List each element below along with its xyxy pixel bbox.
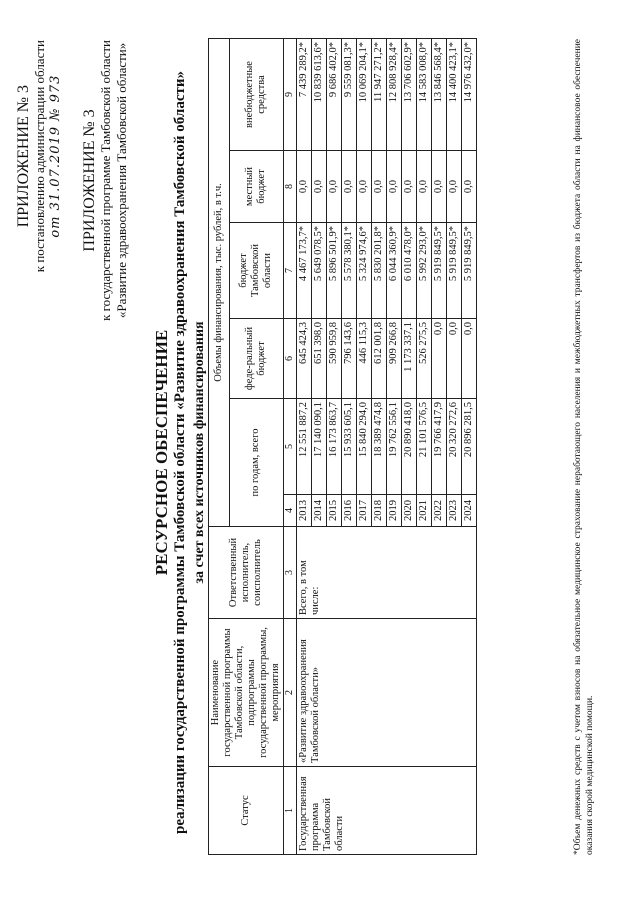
local-cell: 0,0	[297, 151, 312, 223]
header-status: Статус	[209, 767, 284, 855]
executor-cell: Всего, в том числе:	[297, 527, 477, 619]
year-cell: 2018	[372, 495, 387, 527]
header-local: местный бюджет	[229, 151, 283, 223]
regional-cell: 5 578 380,1*	[342, 223, 357, 319]
extra-cell: 14 583 008,0*	[417, 38, 432, 150]
regional-cell: 5 919 849,5*	[462, 223, 477, 319]
extra-cell: 13 706 602,9*	[402, 38, 417, 150]
total-cell: 20 320 272,6	[447, 399, 462, 495]
year-cell: 2021	[417, 495, 432, 527]
federal-cell: 612 001,8	[372, 319, 387, 399]
program-name-cell: «Развитие здравоохранения Тамбовской области»	[297, 619, 477, 767]
regional-cell: 6 010 478,0*	[402, 223, 417, 319]
appendix-title: ПРИЛОЖЕНИЕ № 3	[15, 84, 32, 228]
appendix-block	[16, 40, 64, 272]
column-number: 8	[284, 151, 297, 223]
total-cell: 12 551 887,2	[297, 399, 312, 495]
local-cell: 0,0	[327, 151, 342, 223]
header-volumes: Объемы финансирования, тыс. рублей, в т.ч.	[209, 38, 230, 526]
status-cell: Государственная программа Тамбовской области	[297, 767, 477, 855]
extra-cell: 9 559 081,3*	[342, 38, 357, 150]
appendix-line: к постановлению администрации области	[32, 40, 47, 273]
year-cell: 2023	[447, 495, 462, 527]
year-cell: 2017	[357, 495, 372, 527]
regional-cell: 4 467 173,7*	[297, 223, 312, 319]
column-number: 7	[284, 223, 297, 319]
header-name: Наименование государственной программы Тамбовской области, подпрограммы государственной программы, мероприятия	[209, 619, 284, 767]
total-cell: 18 389 474,8	[372, 399, 387, 495]
extra-cell: 13 846 568,4*	[432, 38, 447, 150]
year-cell: 2020	[402, 495, 417, 527]
regional-cell: 5 324 974,6*	[357, 223, 372, 319]
program-appendix-block	[82, 40, 130, 321]
total-cell: 21 101 576,5	[417, 399, 432, 495]
year-cell: 2016	[342, 495, 357, 527]
document-subtitle-2: за счет всех источников финансирования	[192, 321, 207, 584]
header-federal: феде-ральный бюджет	[229, 319, 283, 399]
extra-cell: 9 686 402,0*	[327, 38, 342, 150]
regional-cell: 5 649 078,5*	[312, 223, 327, 319]
regional-cell: 5 896 501,9*	[327, 223, 342, 319]
regional-cell: 5 919 849,5*	[432, 223, 447, 319]
year-cell: 2014	[312, 495, 327, 527]
column-number: 3	[284, 527, 297, 619]
column-number: 9	[284, 38, 297, 150]
column-number: 1	[284, 767, 297, 855]
extra-cell: 10 069 204,1*	[357, 38, 372, 150]
local-cell: 0,0	[432, 151, 447, 223]
total-cell: 17 140 090,1	[312, 399, 327, 495]
federal-cell: 909 266,8	[387, 319, 402, 399]
extra-cell: 14 400 423,1*	[447, 38, 462, 150]
year-cell: 2022	[432, 495, 447, 527]
local-cell: 0,0	[312, 151, 327, 223]
federal-cell: 796 143,6	[342, 319, 357, 399]
local-cell: 0,0	[462, 151, 477, 223]
regional-cell: 5 992 293,0*	[417, 223, 432, 319]
column-number: 6	[284, 319, 297, 399]
extra-cell: 12 808 928,4*	[387, 38, 402, 150]
extra-cell: 10 839 613,6*	[312, 38, 327, 150]
federal-cell: 526 275,5	[417, 319, 432, 399]
total-cell: 16 173 863,7	[327, 399, 342, 495]
local-cell: 0,0	[357, 151, 372, 223]
local-cell: 0,0	[387, 151, 402, 223]
federal-cell: 590 959,8	[327, 319, 342, 399]
resource-table	[208, 38, 477, 855]
extra-cell: 14 976 432,0*	[462, 38, 477, 150]
header-executor: Ответственный исполнитель, соисполнитель	[209, 527, 284, 619]
extra-cell: 11 947 271,2*	[372, 38, 387, 150]
federal-cell: 645 424,3	[297, 319, 312, 399]
table-row	[297, 38, 312, 854]
local-cell: 0,0	[402, 151, 417, 223]
total-cell: 15 933 605,1	[342, 399, 357, 495]
program-appendix-title: ПРИЛОЖЕНИЕ № 3	[81, 109, 98, 252]
local-cell: 0,0	[342, 151, 357, 223]
column-number: 4	[284, 495, 297, 527]
column-number-row	[284, 38, 297, 854]
federal-cell: 0,0	[462, 319, 477, 399]
handwritten-date-number: от 31.07.2019 № 973	[48, 74, 63, 238]
total-cell: 15 840 294,0	[357, 399, 372, 495]
document-subtitle: реализации государственной программы Тамбовской области «Развитие здравоохранения Тамбовской области»	[172, 71, 188, 835]
federal-cell: 651 398,0	[312, 319, 327, 399]
year-cell: 2024	[462, 495, 477, 527]
program-appendix-line1: к государственной программе Тамбовской области	[98, 40, 113, 321]
regional-cell: 5 830 201,8*	[372, 223, 387, 319]
local-cell: 0,0	[447, 151, 462, 223]
federal-cell: 0,0	[447, 319, 462, 399]
regional-cell: 6 044 360,9*	[387, 223, 402, 319]
total-cell: 19 762 556,1	[387, 399, 402, 495]
column-number: 2	[284, 619, 297, 767]
program-appendix-line2: «Развитие здравоохранения Тамбовской области»	[114, 42, 129, 319]
footnote: *Объем денежных средств с учетом взносов на обязательное медицинское страхование неработающего населения и межбюджетных трансфертов из бюджета области на финансовое обеспечение оказания скорой медицинской помощи.	[573, 39, 595, 855]
column-number: 5	[284, 399, 297, 495]
table-body	[297, 38, 477, 854]
federal-cell: 1 173 337,1	[402, 319, 417, 399]
document-title: РЕСУРСНОЕ ОБЕСПЕЧЕНИЕ	[152, 329, 171, 576]
extra-cell: 7 439 289,2*	[297, 38, 312, 150]
header-by-year: по годам, всего	[229, 399, 283, 527]
header-regional: бюджет Тамбовской области	[229, 223, 283, 319]
year-cell: 2019	[387, 495, 402, 527]
local-cell: 0,0	[372, 151, 387, 223]
total-cell: 20 890 418,0	[402, 399, 417, 495]
regional-cell: 5 919 849,5*	[447, 223, 462, 319]
total-cell: 19 766 417,9	[432, 399, 447, 495]
year-cell: 2013	[297, 495, 312, 527]
total-cell: 20 896 281,5	[462, 399, 477, 495]
federal-cell: 0,0	[432, 319, 447, 399]
year-cell: 2015	[327, 495, 342, 527]
federal-cell: 446 115,3	[357, 319, 372, 399]
local-cell: 0,0	[417, 151, 432, 223]
header-extra: внебюджетные средства	[229, 38, 283, 150]
